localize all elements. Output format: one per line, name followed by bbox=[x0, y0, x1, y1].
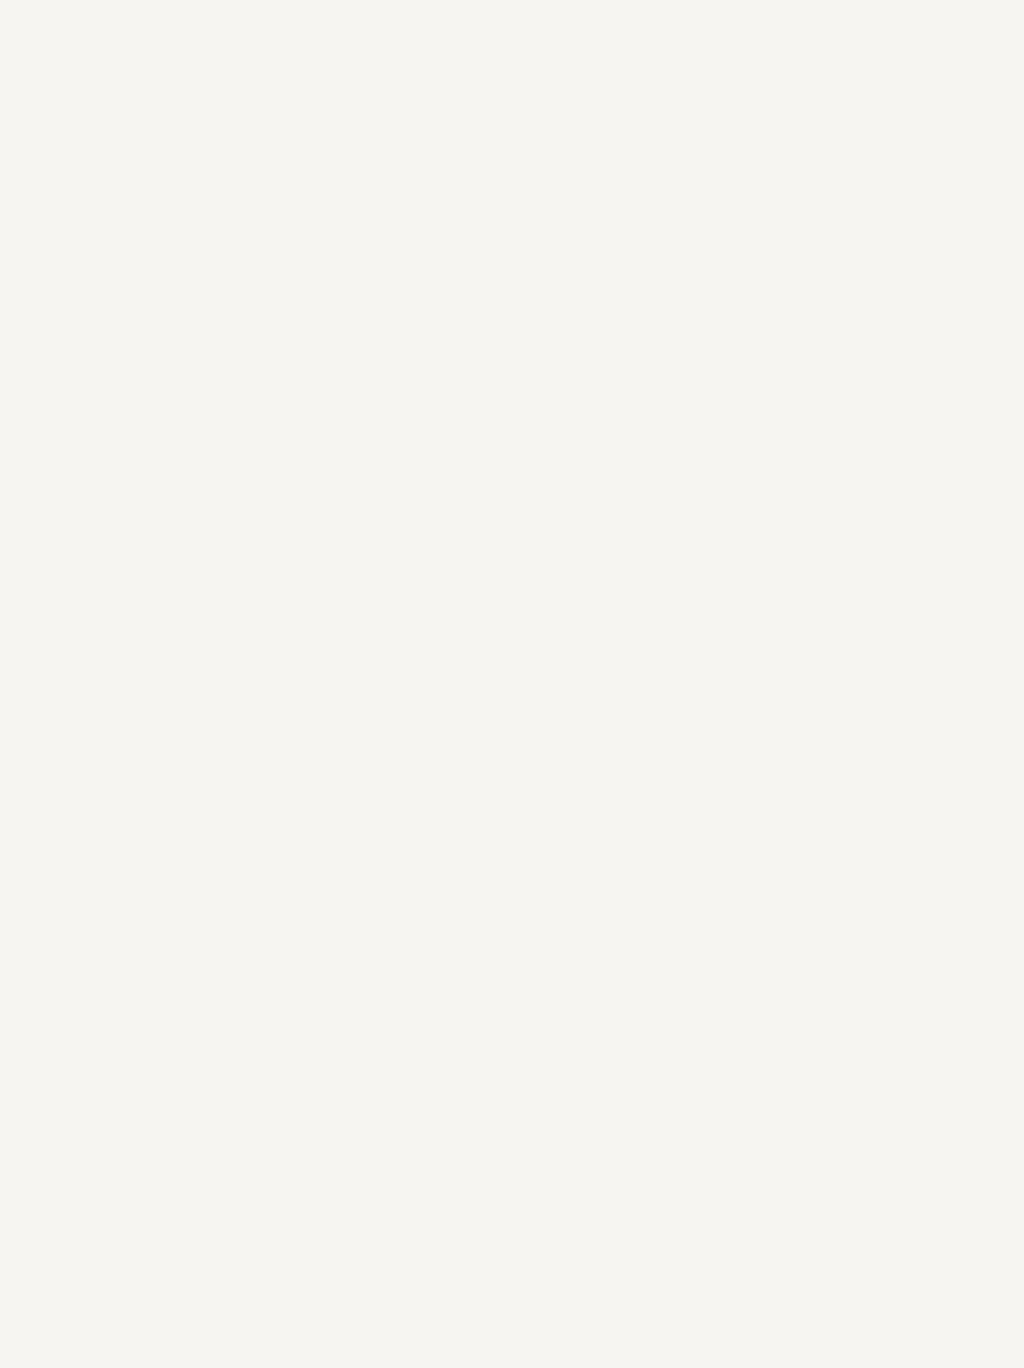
text-line bbox=[78, 908, 998, 948]
text-line bbox=[78, 980, 998, 1020]
text-line bbox=[78, 1026, 998, 1066]
text-line bbox=[78, 800, 998, 840]
text-line bbox=[78, 548, 998, 588]
text-line bbox=[78, 476, 998, 516]
text-line bbox=[78, 334, 998, 374]
text-line bbox=[78, 370, 998, 410]
text-line bbox=[78, 620, 998, 660]
text-line bbox=[78, 138, 998, 178]
text-line bbox=[78, 692, 998, 732]
text-line bbox=[78, 512, 998, 552]
text-line bbox=[78, 174, 998, 214]
text-line bbox=[78, 226, 998, 266]
text-line bbox=[78, 728, 998, 768]
text-line bbox=[78, 1062, 998, 1102]
text-line bbox=[78, 836, 998, 876]
text-line bbox=[78, 1098, 998, 1138]
text-line bbox=[78, 406, 998, 446]
text-line bbox=[78, 872, 998, 912]
text-line bbox=[78, 584, 998, 624]
text-line bbox=[78, 102, 998, 142]
text-line bbox=[78, 66, 998, 106]
text-line bbox=[78, 1206, 998, 1246]
text-line bbox=[78, 1170, 998, 1210]
text-line bbox=[78, 656, 998, 696]
text-line bbox=[78, 1242, 998, 1282]
text-line bbox=[78, 1134, 998, 1174]
text-line bbox=[78, 764, 998, 804]
text-line bbox=[78, 1314, 998, 1354]
text-line bbox=[78, 944, 998, 984]
text-line bbox=[78, 298, 998, 338]
text-line bbox=[78, 262, 998, 302]
text-line bbox=[78, 1278, 998, 1318]
